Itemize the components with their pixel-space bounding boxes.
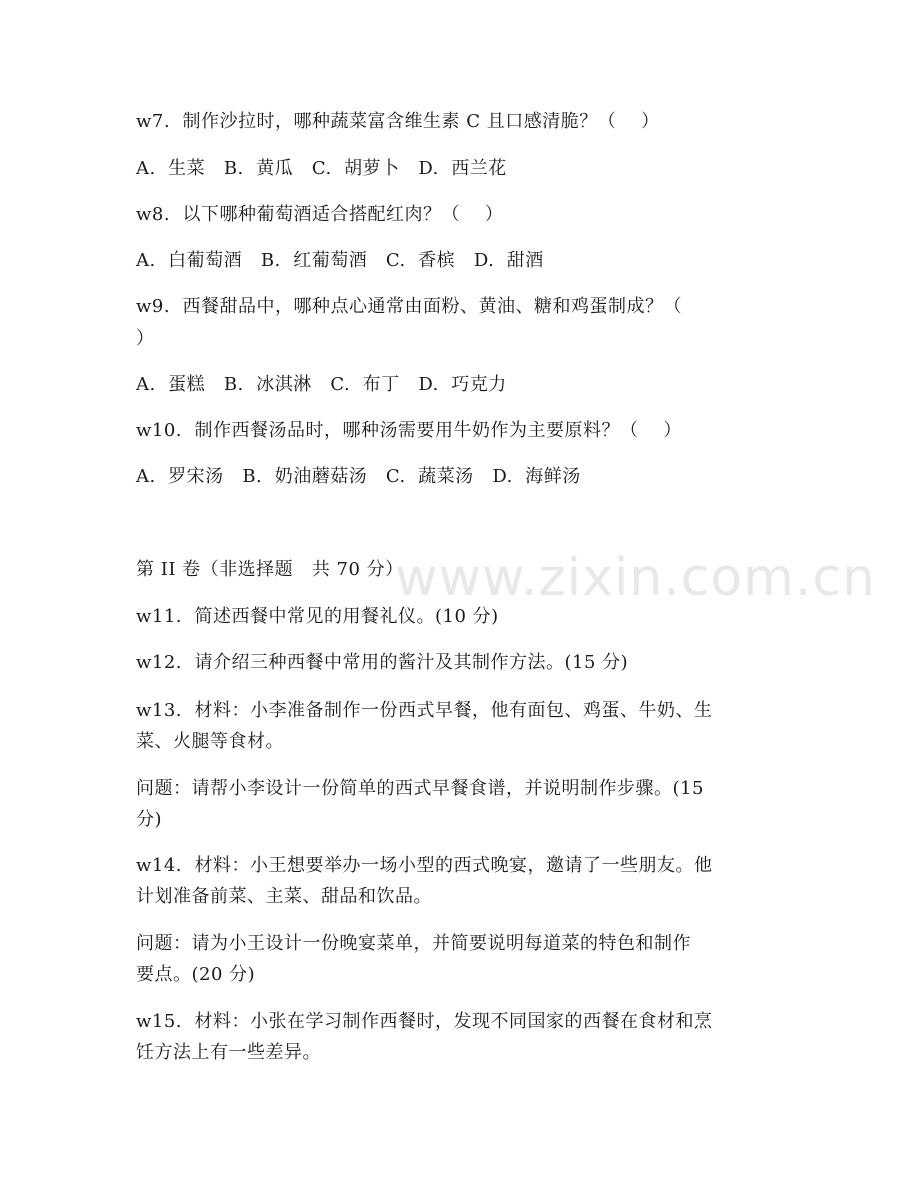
- question-w15-cont: 饪方法上有一些差异。: [136, 1042, 321, 1063]
- watermark: www.zixin.com.cn: [395, 548, 876, 608]
- options-w7: A. 生菜 B. 黄瓜 C. 胡萝卜 D. 西兰花: [136, 158, 507, 179]
- question-w12: w12. 请介绍三种西餐中常用的酱汁及其制作方法。(15 分): [136, 652, 629, 673]
- problem-w14: 问题：请为小王设计一份晚宴菜单，并简要说明每道菜的特色和制作: [136, 933, 691, 954]
- problem-w14-cont: 要点。(20 分): [136, 964, 256, 985]
- question-w10: w10. 制作西餐汤品时，哪种汤需要用牛奶作为主要原料？（ ）: [136, 420, 682, 441]
- question-w9-cont: ）: [136, 328, 155, 349]
- question-w9: w9. 西餐甜品中，哪种点心通常由面粉、黄油、糖和鸡蛋制成？（: [136, 296, 683, 317]
- question-w7: w7. 制作沙拉时，哪种蔬菜富含维生素 C 且口感清脆？（ ）: [136, 111, 660, 132]
- question-w14: w14. 材料：小王想要举办一场小型的西式晚宴，邀请了一些朋友。他: [136, 855, 713, 876]
- question-w15: w15. 材料：小张在学习制作西餐时，发现不同国家的西餐在食材和烹: [136, 1011, 713, 1032]
- question-w14-cont: 计划准备前菜、主菜、甜品和饮品。: [136, 886, 432, 907]
- options-w10: A. 罗宋汤 B. 奶油蘑菇汤 C. 蔬菜汤 D. 海鲜汤: [136, 466, 581, 487]
- options-w9: A. 蛋糕 B. 冰淇淋 C. 布丁 D. 巧克力: [136, 374, 507, 395]
- question-w13: w13. 材料：小李准备制作一份西式早餐，他有面包、鸡蛋、牛奶、生: [136, 700, 713, 721]
- problem-w13-cont: 分): [136, 809, 163, 830]
- question-w13-cont: 菜、火腿等食材。: [136, 731, 284, 752]
- options-w8: A. 白葡萄酒 B. 红葡萄酒 C. 香槟 D. 甜酒: [136, 250, 544, 271]
- section-heading: 第 II 卷（非选择题 共 70 分）: [136, 559, 404, 580]
- question-w11: w11. 简述西餐中常见的用餐礼仪。(10 分): [136, 606, 499, 627]
- question-w8: w8. 以下哪种葡萄酒适合搭配红肉？（ ）: [136, 204, 504, 225]
- problem-w13: 问题：请帮小李设计一份简单的西式早餐食谱，并说明制作步骤。(15: [136, 778, 704, 799]
